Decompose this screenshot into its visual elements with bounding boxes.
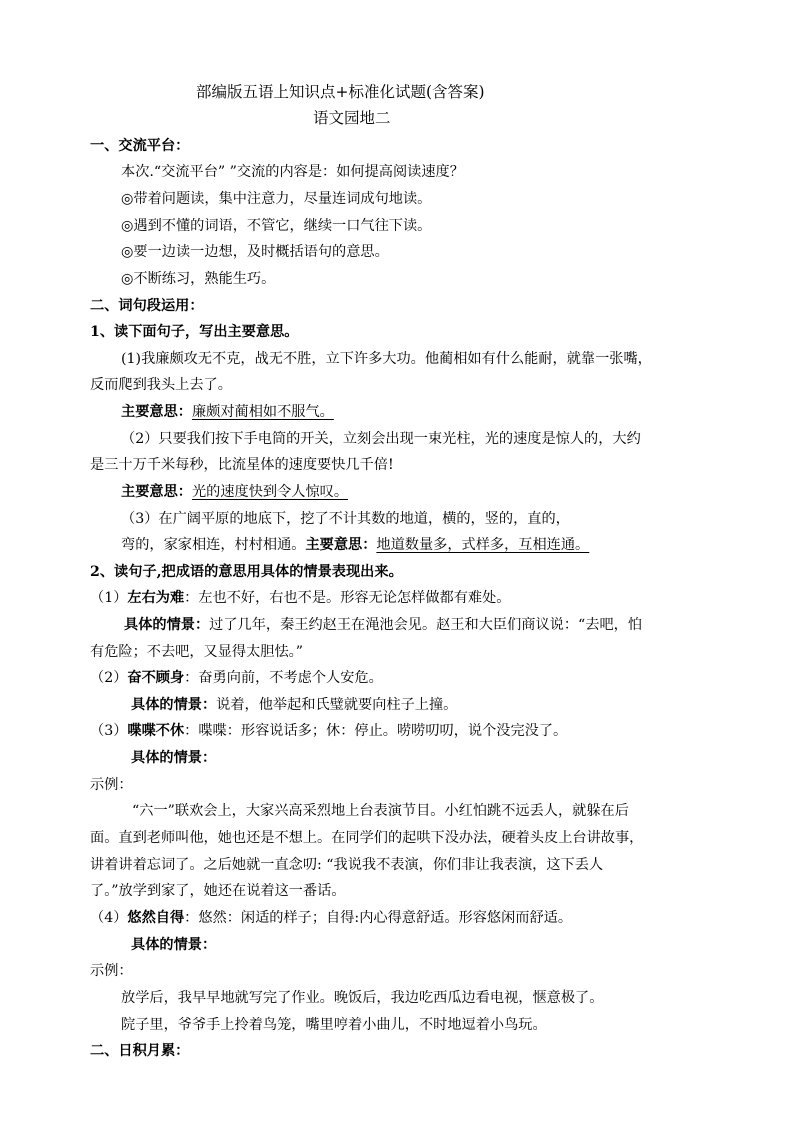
scene-label: 具体的情景：: [131, 697, 217, 713]
idiom-number: （1）: [90, 590, 128, 606]
idiom-4: [90, 908, 572, 928]
idiom-1-scene-cont: 有危险；不去吧，又显得太胆怯。”: [90, 644, 303, 660]
example-label: 示例：: [90, 777, 133, 793]
answer-text: 地道数量多，式样多，互相连通。: [376, 537, 590, 553]
q1-sentence-1: (1)我廉颇攻无不克，战无不胜，立下许多大功。他蔺相如有什么能耐，就靠一张嘴，: [121, 351, 652, 367]
idiom-definition: ：左也不好，右也不是。形容无论怎样做都有难处。: [184, 590, 511, 606]
section-heading-exchange: 一、交流平台：: [90, 138, 190, 154]
scene-text: 说着，他举起和氏璧就要向柱子上撞。: [216, 697, 458, 713]
idiom-number: （3）: [90, 723, 128, 739]
idiom-3-example-cont: 面。直到老师叫他，她也还是不想上。在同学们的起哄下没办法，硬着头皮上台讲故事，: [90, 830, 644, 846]
scene-text: 过了几年，秦王约赵王在渑池会见。赵王和大臣们商议说：“去吧，怕: [209, 617, 643, 633]
exchange-point: ◎带着问题读，集中注意力，尽量连词成句地读。: [121, 191, 432, 207]
idiom-1: [90, 588, 511, 608]
idiom-number: （2）: [90, 670, 128, 686]
idiom-2: [90, 668, 383, 688]
answer-text: 廉颇对蔺相如不服气。: [191, 404, 334, 420]
idiom-1-scene: [124, 615, 642, 635]
idiom-definition: ：喋喋：形容说话多；休：停止。唠唠叨叨，说个没完没了。: [184, 723, 568, 739]
idiom-4-example-cont: 院子里，爷爷手上拎着鸟笼，嘴里哼着小曲儿，不时地逗着小鸟玩。: [121, 1017, 547, 1033]
answer-text: 光的速度快到令人惊叹。: [191, 484, 349, 500]
sentence-text: 弯的，家家相连，村村相通。: [121, 537, 306, 553]
idiom-3-example-cont: 了。”放学到家了，她还在说着这一番话。: [90, 883, 346, 899]
q1-sentence-2-cont: 是三十万千米每秒，比流星体的速度要快几千倍!: [90, 457, 394, 473]
idiom-2-scene: [131, 695, 457, 715]
idiom-definition: ：奋勇向前，不考虑个人安危。: [184, 670, 383, 686]
example-label: 示例：: [90, 963, 133, 979]
document-subtitle: 语文园地二: [313, 109, 391, 127]
scene-label: 具体的情景：: [131, 937, 217, 953]
exchange-point: ◎不断练习，熟能生巧。: [121, 271, 276, 287]
q1-answer-1: [121, 402, 334, 422]
q1-answer-2: [121, 482, 348, 502]
document-title: 部编版五语上知识点+标准化试题(含答案): [196, 83, 485, 101]
idiom-3: [90, 721, 567, 741]
idiom-word: 喋喋不休: [127, 723, 185, 739]
idiom-word: 悠然自得: [127, 910, 185, 926]
answer-label: 主要意思：: [305, 537, 377, 553]
question-2-heading: 2、读句子,把成语的意思用具体的情景表现出来。: [90, 564, 403, 580]
scene-label: 具体的情景：: [131, 750, 217, 766]
idiom-number: （4）: [90, 910, 128, 926]
exchange-point: ◎要一边读一边想，及时概括语句的意思。: [121, 244, 389, 260]
section-heading-usage: 二、词句段运用：: [90, 298, 204, 314]
idiom-word: 左右为难: [127, 590, 185, 606]
idiom-4-example: 放学后，我早早地就写完了作业。晚饭后，我边吃西瓜边看电视，惬意极了。: [121, 990, 604, 1006]
question-1-heading: 1、读下面句子，写出主要意思。: [90, 324, 299, 340]
idiom-word: 奋不顾身: [127, 670, 185, 686]
q1-sentence-3: （3）在广阔平原的地底下，挖了不计其数的地道，横的，竖的，直的，: [121, 511, 570, 527]
idiom-3-example-cont: 讲着讲着忘词了。之后她就一直念叨: “我说我不表演，你们非让我表演，这下丢人: [90, 857, 604, 873]
idiom-definition: ：悠然：闲适的样子；自得:内心得意舒适。形容悠闲而舒适。: [184, 910, 573, 926]
q1-sentence-2: （2）只要我们按下手电筒的开关，立刻会出现一束光柱，光的速度是惊人的，大约: [121, 431, 641, 447]
idiom-3-example: “六一”联欢会上，大家兴高采烈地上台表演节目。小红怕跳不远丢人，就躲在后: [132, 803, 629, 819]
q1-sentence-3-cont: [121, 535, 589, 555]
scene-label: 具体的情景：: [124, 617, 210, 633]
answer-label: 主要意思：: [121, 404, 192, 420]
exchange-intro: 本次.“交流平台” ”交流的内容是：如何提高阅读速度？: [121, 164, 464, 180]
q1-sentence-1-cont: 反而爬到我头上去了。: [90, 377, 232, 393]
answer-label: 主要意思：: [121, 484, 192, 500]
section-heading-accumulation: 二、日积月累：: [90, 1043, 190, 1059]
exchange-point: ◎遇到不懂的词语，不管它，继续一口气往下读。: [121, 218, 432, 234]
